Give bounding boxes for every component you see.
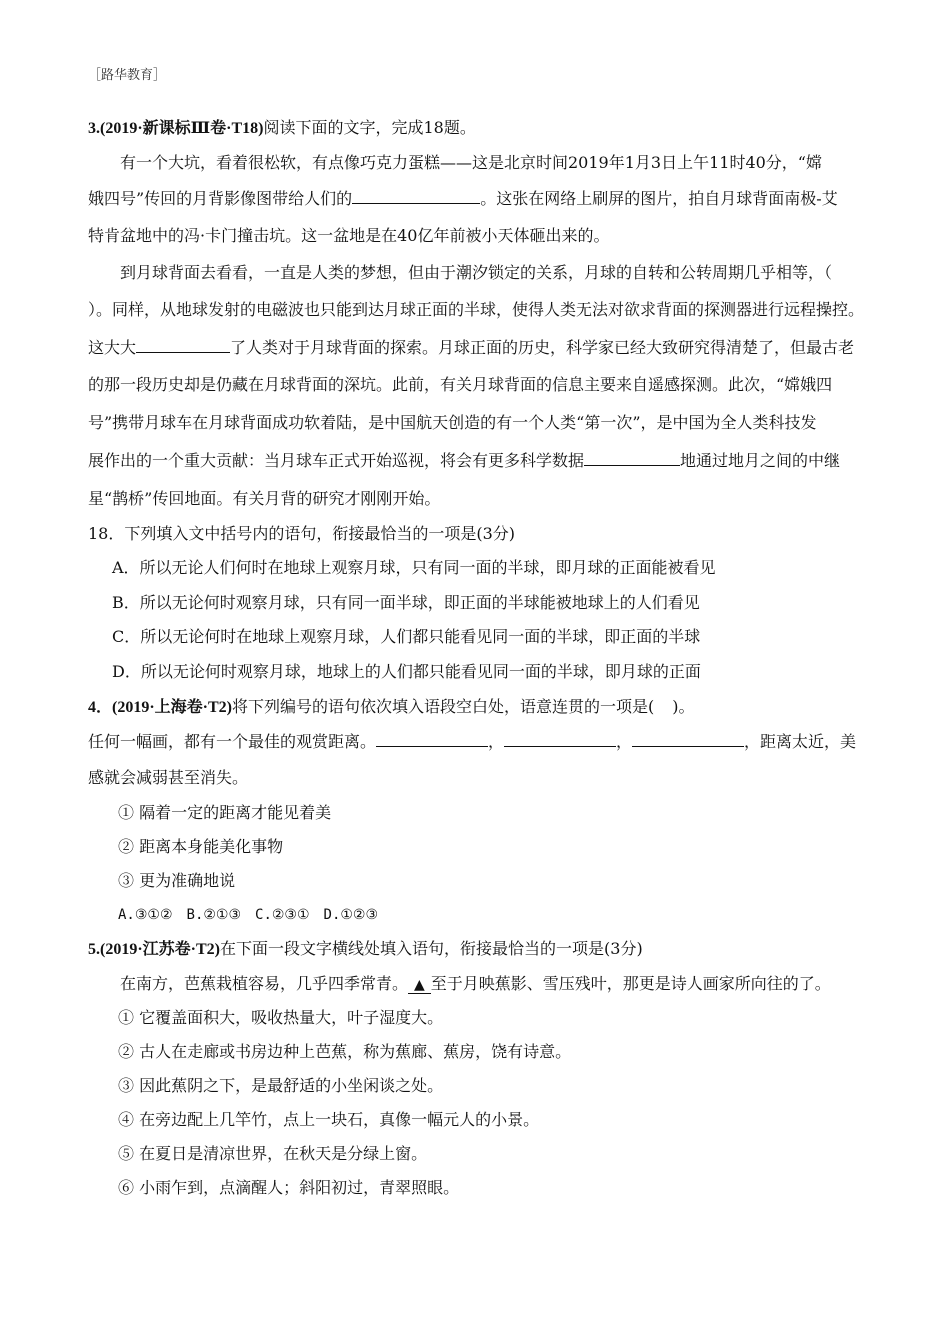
q3-passage-line: 特肯盆地中的冯·卡门撞击坑。这一盆地是在40亿年前被小天体砸出来的。 xyxy=(88,226,610,245)
q4-passage-line: 感就会减弱甚至消失。 xyxy=(88,768,249,787)
q18-option-d[interactable]: D．所以无论何时观察月球，地球上的人们都只能看见同一面的半球，即月球的正面 xyxy=(112,662,701,681)
q5-title: 5.(2019·江苏卷·T2) xyxy=(88,941,221,958)
q3-title-line xyxy=(88,118,878,139)
answer-blank[interactable] xyxy=(136,338,230,353)
q18-option-b[interactable]: B．所以无论何时观察月球，只有同一面半球，即正面的半球能被地球上的人们看见 xyxy=(112,593,700,612)
q4-passage-line xyxy=(88,732,878,752)
passage-text: ， xyxy=(616,732,633,751)
q3-passage-line xyxy=(88,189,878,209)
q3-passage-line: 有一个大坑，看着很松软，有点像巧克力蛋糕——这是北京时间2019年1月3日上午11时40分，“嫦 xyxy=(120,153,822,172)
q4-item: ② 距离本身能美化事物 xyxy=(118,837,284,856)
triangle-blank-icon[interactable]: ▲ xyxy=(408,977,431,994)
answer-blank[interactable] xyxy=(352,189,480,204)
q4-title: 4．(2019·上海卷·T2) xyxy=(88,699,233,716)
passage-text: 地通过地月之间的中继 xyxy=(680,451,841,470)
q5-item: ① 它覆盖面积大，吸收热量大，叶子湿度大。 xyxy=(118,1008,444,1027)
q5-passage-line xyxy=(120,974,910,995)
q4-title-rest: 将下列编号的语句依次填入语段空白处，语意连贯的一项是( xyxy=(232,697,655,716)
q3-passage-line: 到月球背面去看看，一直是人类的梦想，但由于潮汐锁定的关系，月球的自转和公转周期几乎相等，（ xyxy=(120,263,833,282)
q18-option-a[interactable]: A．所以无论人们何时在地球上观察月球，只有同一面的半球，即月球的正面能被看见 xyxy=(112,558,716,577)
passage-text: ，距离太近，美 xyxy=(744,732,857,751)
q5-item: ⑤ 在夏日是清凉世界，在秋天是分绿上窗。 xyxy=(118,1144,428,1163)
page-header: ［路华教育］ xyxy=(88,68,167,83)
q3-passage-line xyxy=(88,338,878,358)
q5-title-rest: 在下面一段文字横线处填入语句，衔接最恰当的一项是(3分) xyxy=(220,939,643,958)
passage-text: 任何一幅画，都有一个最佳的观赏距离。 xyxy=(88,732,377,751)
q4-title-line xyxy=(88,697,878,718)
q3-passage-line: ）。同样，从地球发射的电磁波也只能到达月球正面的半球，使得人类无法对欲求背面的探测器进行远程操控。 xyxy=(88,300,865,319)
passage-text: 。这张在网络上刷屏的图片，拍自月球背面南极-艾 xyxy=(480,189,838,208)
q3-passage-line: 星“鹊桥”传回地面。有关月背的研究才刚刚开始。 xyxy=(88,489,441,508)
q18-stem: 18．下列填入文中括号内的语句，衔接最恰当的一项是(3分) xyxy=(88,524,516,543)
passage-text: 娥四号”传回的月背影像图带给人们的 xyxy=(88,189,353,208)
passage-text: 这大大 xyxy=(88,338,137,357)
q5-item: ② 古人在走廊或书房边种上芭蕉，称为蕉廊、蕉房，饶有诗意。 xyxy=(118,1042,572,1061)
q3-title-rest: 阅读下面的文字，完成18题。 xyxy=(263,118,476,137)
answer-blank[interactable] xyxy=(504,732,616,747)
q18-option-c[interactable]: C．所以无论何时在地球上观察月球，人们都只能看见同一面的半球，即正面的半球 xyxy=(112,627,701,646)
answer-blank[interactable] xyxy=(632,732,744,747)
q4-item: ① 隔着一定的距离才能见着美 xyxy=(118,803,332,822)
q3-title: 3.(2019·新课标Ⅲ卷·T18) xyxy=(88,120,264,137)
answer-blank[interactable] xyxy=(376,732,488,747)
passage-text: 展作出的一个重大贡献：当月球车正式开始巡视，将会有更多科学数据 xyxy=(88,451,585,470)
q5-title-line xyxy=(88,939,878,960)
q4-options[interactable]: A.③①② B.②①③ C.②③① D.①②③ xyxy=(118,907,379,923)
passage-text: 在南方，芭蕉栽植容易，几乎四季常青。 xyxy=(120,974,409,993)
q3-passage-line xyxy=(88,451,878,471)
q5-item: ④ 在旁边配上几竿竹，点上一块石，真像一幅元人的小景。 xyxy=(118,1110,540,1129)
q3-passage-line: 的那一段历史却是仍藏在月球背面的深坑。此前，有关月球背面的信息主要来自遥感探测。此次，“嫦娥四 xyxy=(88,375,833,394)
answer-blank[interactable] xyxy=(584,451,680,466)
passage-text: ， xyxy=(488,732,505,751)
q4-item: ③ 更为准确地说 xyxy=(118,871,236,890)
q5-item: ③ 因此蕉阴之下，是最舒适的小坐闲谈之处。 xyxy=(118,1076,444,1095)
q4-title-end: )。 xyxy=(672,697,695,716)
q5-item: ⑥ 小雨乍到，点滴醒人；斜阳初过，青翠照眼。 xyxy=(118,1178,460,1197)
passage-text: 了人类对于月球背面的探索。月球正面的历史，科学家已经大致研究得清楚了，但最古老 xyxy=(230,338,855,357)
q3-passage-line: 号”携带月球车在月球背面成功软着陆，是中国航天创造的有一个人类“第一次”，是中国为全人类科技发 xyxy=(88,413,817,432)
passage-text: 至于月映蕉影、雪压残叶，那更是诗人画家所向往的了。 xyxy=(430,974,831,993)
